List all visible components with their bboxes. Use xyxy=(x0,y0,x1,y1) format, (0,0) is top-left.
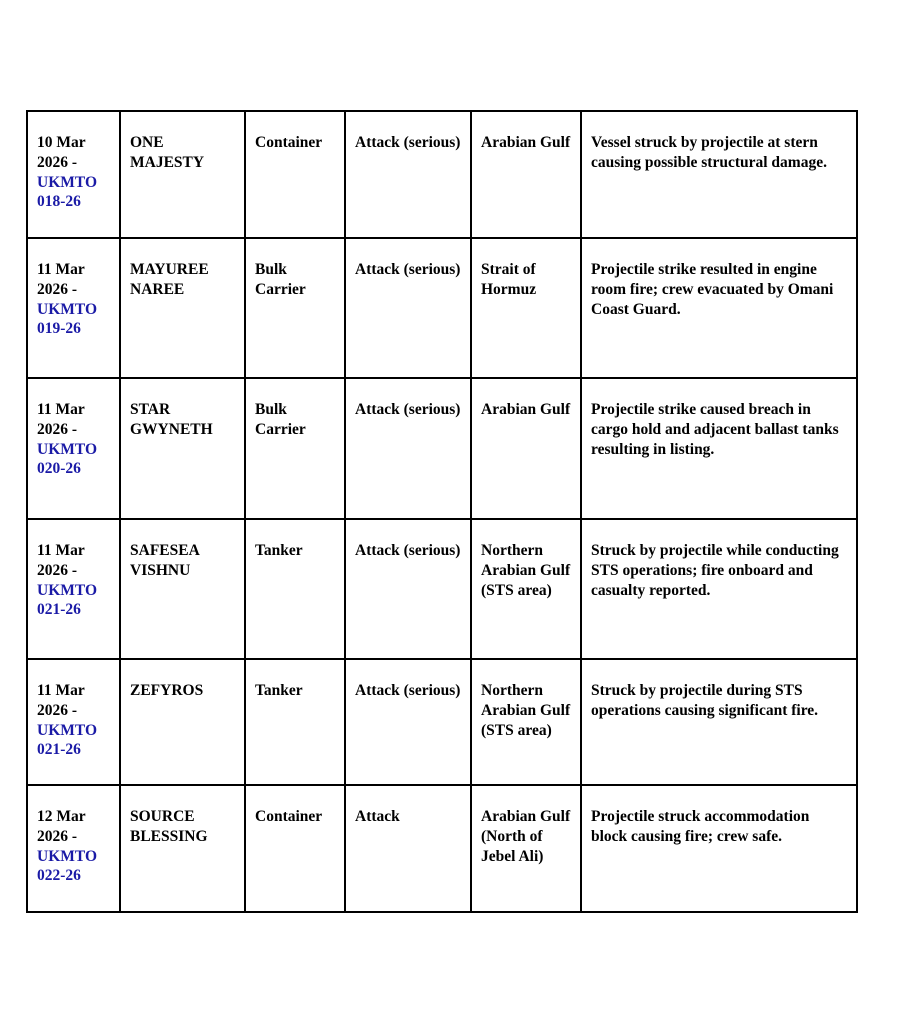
incident-cell: Attack xyxy=(345,785,471,912)
incident-cell: Attack (serious) xyxy=(345,378,471,519)
description-cell: Projectile strike caused breach in cargo hold and adjacent ballast tanks resulting in listing. xyxy=(581,378,857,519)
description-cell: Vessel struck by projectile at stern causing possible structural damage. xyxy=(581,111,857,238)
vessel-cell: MAYUREE NAREE xyxy=(120,238,245,378)
vessel-type-cell: Bulk Carrier xyxy=(245,378,345,519)
vessel-cell: SAFESEA VISHNU xyxy=(120,519,245,659)
description-cell: Struck by projectile while conducting STS operations; fire onboard and casualty reported. xyxy=(581,519,857,659)
ukmto-reference: UKMTO 018-26 xyxy=(37,173,97,211)
description-cell: Projectile strike resulted in engine room fire; crew evacuated by Omani Coast Guard. xyxy=(581,238,857,378)
vessel-type-cell: Tanker xyxy=(245,519,345,659)
table-row xyxy=(27,659,857,785)
ukmto-reference: UKMTO 022-26 xyxy=(37,847,97,885)
vessel-cell: SOURCE BLESSING xyxy=(120,785,245,912)
table-row xyxy=(27,519,857,659)
incident-cell: Attack (serious) xyxy=(345,238,471,378)
incident-date: 11 Mar 2026 - xyxy=(37,401,85,438)
vessel-type-cell: Tanker xyxy=(245,659,345,785)
date-cell xyxy=(27,659,120,785)
ukmto-reference: UKMTO 020-26 xyxy=(37,440,97,478)
ukmto-reference: UKMTO 019-26 xyxy=(37,300,97,338)
date-cell xyxy=(27,519,120,659)
location-cell: Arabian Gulf xyxy=(471,378,581,519)
vessel-type-cell: Container xyxy=(245,111,345,238)
table-row xyxy=(27,238,857,378)
date-cell xyxy=(27,238,120,378)
vessel-cell: ZEFYROS xyxy=(120,659,245,785)
vessel-type-cell: Container xyxy=(245,785,345,912)
description-cell: Projectile struck accommodation block causing fire; crew safe. xyxy=(581,785,857,912)
vessel-type-cell: Bulk Carrier xyxy=(245,238,345,378)
incident-table xyxy=(26,110,858,913)
incident-cell: Attack (serious) xyxy=(345,519,471,659)
vessel-cell: STAR GWYNETH xyxy=(120,378,245,519)
incident-cell: Attack (serious) xyxy=(345,111,471,238)
incident-date: 11 Mar 2026 - xyxy=(37,542,85,579)
date-cell xyxy=(27,111,120,238)
incident-cell: Attack (serious) xyxy=(345,659,471,785)
incident-date: 11 Mar 2026 - xyxy=(37,261,85,298)
table-row xyxy=(27,111,857,238)
location-cell: Arabian Gulf (North of Jebel Ali) xyxy=(471,785,581,912)
ukmto-reference: UKMTO 021-26 xyxy=(37,721,97,759)
location-cell: Northern Arabian Gulf (STS area) xyxy=(471,659,581,785)
date-cell xyxy=(27,378,120,519)
incident-date: 10 Mar 2026 - xyxy=(37,134,86,171)
ukmto-reference: UKMTO 021-26 xyxy=(37,581,97,619)
incident-date: 12 Mar 2026 - xyxy=(37,808,86,845)
location-cell: Strait of Hormuz xyxy=(471,238,581,378)
location-cell: Northern Arabian Gulf (STS area) xyxy=(471,519,581,659)
incident-date: 11 Mar 2026 - xyxy=(37,682,85,719)
description-cell: Struck by projectile during STS operations causing significant fire. xyxy=(581,659,857,785)
date-cell xyxy=(27,785,120,912)
location-cell: Arabian Gulf xyxy=(471,111,581,238)
table-row xyxy=(27,378,857,519)
vessel-cell: ONE MAJESTY xyxy=(120,111,245,238)
table-row xyxy=(27,785,857,912)
